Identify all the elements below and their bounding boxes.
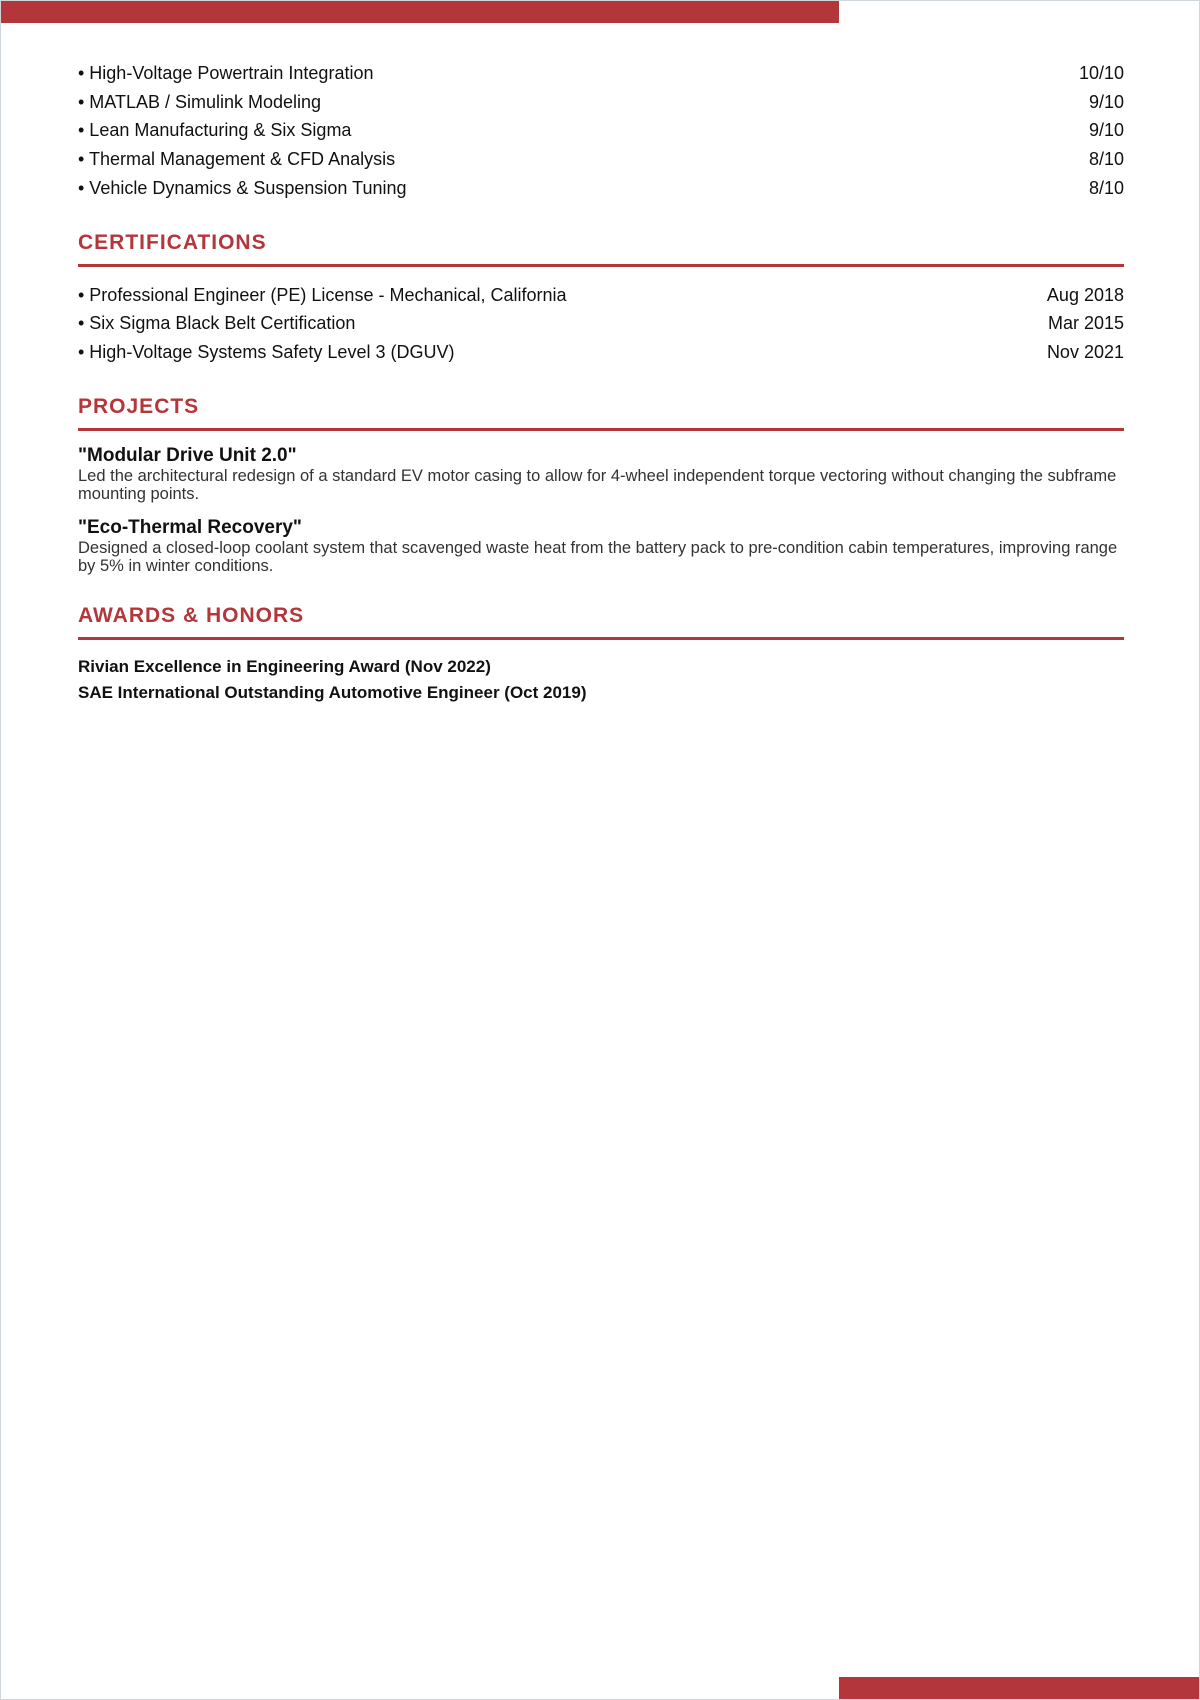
award-item: Rivian Excellence in Engineering Award (Nov 2022) [78,656,491,676]
certification-row [78,281,1124,310]
skill-row [78,88,1124,117]
project-entry [78,445,1124,504]
section-divider [78,264,1124,267]
section-divider [78,428,1124,431]
skill-score: 8/10 [1088,149,1124,170]
project-entry [78,517,1124,576]
project-title: "Eco-Thermal Recovery" [78,516,302,538]
certification-name: • High-Voltage Systems Safety Level 3 (DGUV) [78,341,455,362]
skill-row [78,145,1124,174]
top-accent-bar [1,1,839,23]
projects-section [78,393,1124,576]
skill-name: • Thermal Management & CFD Analysis [78,149,396,170]
section-divider [78,637,1124,640]
resume-content [78,59,1124,706]
certification-date: Aug 2018 [1046,284,1124,305]
bottom-accent-bar [839,1677,1199,1699]
skill-score: 8/10 [1088,177,1124,198]
skill-score: 10/10 [1078,63,1124,83]
certification-name: • Professional Engineer (PE) License - Mechanical, California [78,284,567,305]
skill-name: • High-Voltage Powertrain Integration [78,63,374,83]
awards-heading: AWARDS & HONORS [78,603,305,627]
skill-row [78,59,1124,88]
certification-name: • Six Sigma Black Belt Certification [78,313,356,334]
project-description: Designed a closed-loop coolant system that scavenged waste heat from the battery pack to pre-condition cabin temperatures, improving range by 5% in winter conditions. [78,538,1118,576]
skill-row [78,116,1124,145]
skills-list [78,59,1124,203]
certification-row [78,338,1124,367]
project-title: "Modular Drive Unit 2.0" [78,444,297,466]
skill-name: • Lean Manufacturing & Six Sigma [78,120,352,141]
project-description: Led the architectural redesign of a standard EV motor casing to allow for 4-wheel independent torque vectoring without changing the subframe mounting points. [78,466,1117,504]
certification-date: Nov 2021 [1046,341,1124,362]
certification-date: Mar 2015 [1047,313,1124,334]
awards-section [78,602,1124,706]
skill-name: • MATLAB / Simulink Modeling [78,91,322,112]
certification-row [78,309,1124,338]
skill-name: • Vehicle Dynamics & Suspension Tuning [78,177,407,198]
skill-score: 9/10 [1088,91,1124,112]
certifications-section [78,229,1124,367]
certifications-heading: CERTIFICATIONS [78,230,267,254]
skill-score: 9/10 [1088,120,1124,141]
projects-heading: PROJECTS [78,394,200,418]
award-item: SAE International Outstanding Automotive Engineer (Oct 2019) [78,682,587,702]
skill-row [78,174,1124,203]
